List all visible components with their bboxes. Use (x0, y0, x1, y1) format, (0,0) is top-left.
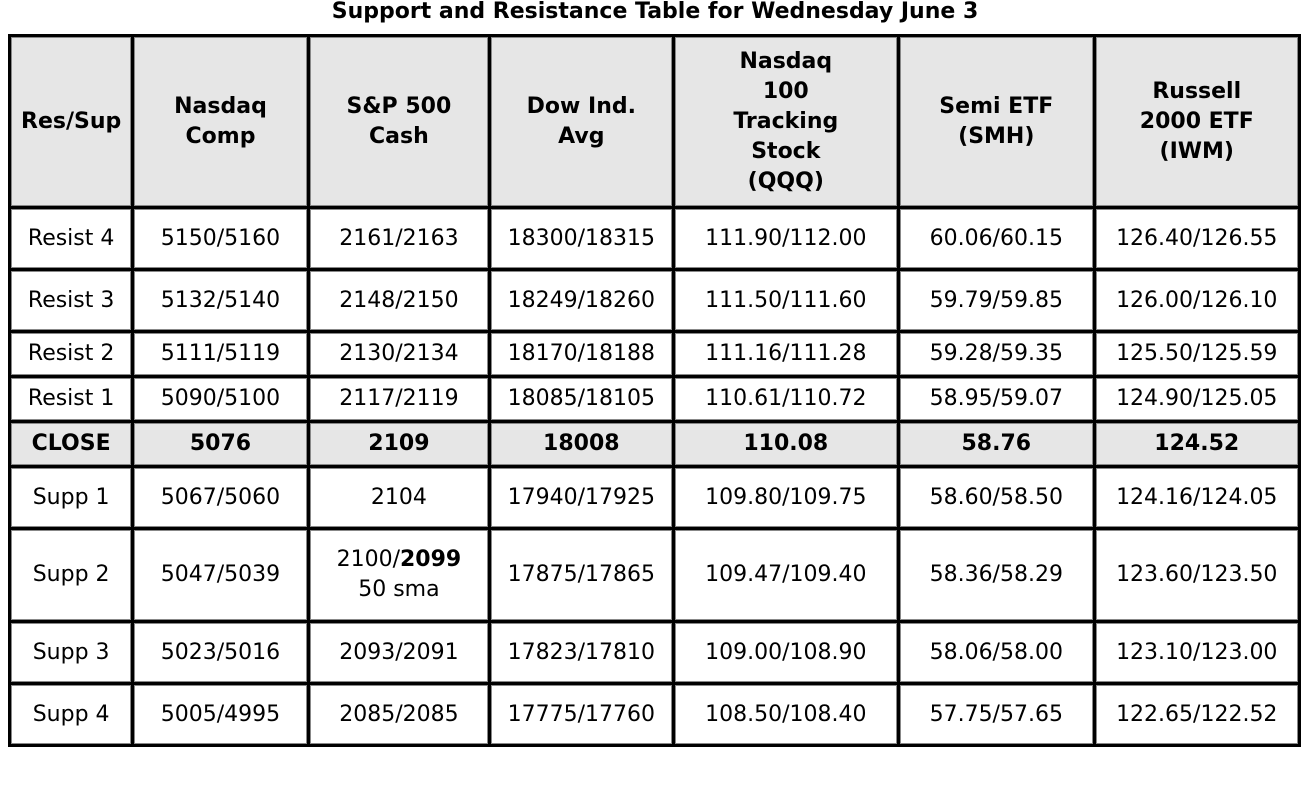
cell-iwm: 124.52 (1096, 423, 1302, 468)
row-label: Resist 2 (11, 333, 134, 378)
cell-smh: 58.76 (900, 423, 1095, 468)
row-label: Resist 4 (11, 209, 134, 271)
header-row (11, 37, 1301, 209)
header-qqq: Nasdaq 100 Tracking Stock (QQQ) (675, 37, 901, 209)
cell-dow: 18085/18105 (491, 378, 674, 423)
cell-sp500: 2161/2163 (310, 209, 491, 271)
cell-qqq: 109.47/109.40 (675, 530, 901, 623)
table-title: Support and Resistance Table for Wednesday June 3 (331, 0, 979, 24)
cell-smh: 58.60/58.50 (900, 468, 1095, 530)
table-row (11, 530, 1301, 623)
cell-dow: 18170/18188 (491, 333, 674, 378)
cell-dow: 17775/17760 (491, 685, 674, 747)
cell-sp500: 2148/2150 (310, 271, 491, 333)
cell-nasdaq: 5023/5016 (134, 623, 309, 685)
cell-qqq: 110.08 (675, 423, 901, 468)
cell-nasdaq: 5067/5060 (134, 468, 309, 530)
cell-qqq: 110.61/110.72 (675, 378, 901, 423)
cell-nasdaq: 5047/5039 (134, 530, 309, 623)
cell-iwm: 126.40/126.55 (1096, 209, 1302, 271)
cell-dow: 18249/18260 (491, 271, 674, 333)
table-row (11, 468, 1301, 530)
cell-qqq: 109.80/109.75 (675, 468, 901, 530)
row-label: Supp 1 (11, 468, 134, 530)
cell-nasdaq: 5005/4995 (134, 685, 309, 747)
cell-qqq: 111.16/111.28 (675, 333, 901, 378)
cell-smh: 59.28/59.35 (900, 333, 1095, 378)
support-resistance-table (8, 34, 1301, 747)
cell-dow: 17823/17810 (491, 623, 674, 685)
cell-sp500 (310, 530, 491, 623)
cell-nasdaq: 5090/5100 (134, 378, 309, 423)
cell-iwm: 126.00/126.10 (1096, 271, 1302, 333)
header-dow-ind-avg: Dow Ind. Avg (491, 37, 674, 209)
table-row (11, 623, 1301, 685)
close-row (11, 423, 1301, 468)
sp500-support-value: 2100/ (336, 547, 400, 572)
cell-qqq: 111.50/111.60 (675, 271, 901, 333)
cell-smh: 60.06/60.15 (900, 209, 1095, 271)
cell-qqq: 111.90/112.00 (675, 209, 901, 271)
cell-iwm: 124.16/124.05 (1096, 468, 1302, 530)
cell-sp500: 2085/2085 (310, 685, 491, 747)
row-label: Supp 2 (11, 530, 134, 623)
sp500-sma-note: 50 sma (358, 577, 440, 602)
table-row (11, 333, 1301, 378)
cell-nasdaq: 5150/5160 (134, 209, 309, 271)
row-label: Resist 3 (11, 271, 134, 333)
cell-dow: 18008 (491, 423, 674, 468)
row-label: Supp 4 (11, 685, 134, 747)
row-label: Resist 1 (11, 378, 134, 423)
table-row (11, 271, 1301, 333)
table-row (11, 209, 1301, 271)
header-res-sup: Res/Sup (11, 37, 134, 209)
row-label: CLOSE (11, 423, 134, 468)
row-label: Supp 3 (11, 623, 134, 685)
cell-iwm: 123.60/123.50 (1096, 530, 1302, 623)
cell-nasdaq: 5111/5119 (134, 333, 309, 378)
header-russell-etf: Russell 2000 ETF (IWM) (1096, 37, 1302, 209)
header-nasdaq-comp: Nasdaq Comp (134, 37, 309, 209)
cell-iwm: 123.10/123.00 (1096, 623, 1302, 685)
cell-sp500: 2130/2134 (310, 333, 491, 378)
cell-smh: 58.36/58.29 (900, 530, 1095, 623)
table-row (11, 685, 1301, 747)
cell-qqq: 108.50/108.40 (675, 685, 901, 747)
cell-smh: 59.79/59.85 (900, 271, 1095, 333)
table-row (11, 378, 1301, 423)
cell-sp500: 2104 (310, 468, 491, 530)
cell-qqq: 109.00/108.90 (675, 623, 901, 685)
cell-iwm: 122.65/122.52 (1096, 685, 1302, 747)
cell-dow: 18300/18315 (491, 209, 674, 271)
sp500-sma-value: 2099 (399, 547, 462, 572)
cell-nasdaq: 5076 (134, 423, 309, 468)
cell-iwm: 124.90/125.05 (1096, 378, 1302, 423)
cell-iwm: 125.50/125.59 (1096, 333, 1302, 378)
cell-smh: 58.95/59.07 (900, 378, 1095, 423)
header-semi-etf: Semi ETF (SMH) (900, 37, 1095, 209)
cell-smh: 58.06/58.00 (900, 623, 1095, 685)
cell-dow: 17875/17865 (491, 530, 674, 623)
cell-sp500: 2117/2119 (310, 378, 491, 423)
cell-sp500: 2109 (310, 423, 491, 468)
cell-sp500: 2093/2091 (310, 623, 491, 685)
cell-dow: 17940/17925 (491, 468, 674, 530)
cell-nasdaq: 5132/5140 (134, 271, 309, 333)
header-sp500-cash: S&P 500 Cash (310, 37, 491, 209)
cell-smh: 57.75/57.65 (900, 685, 1095, 747)
